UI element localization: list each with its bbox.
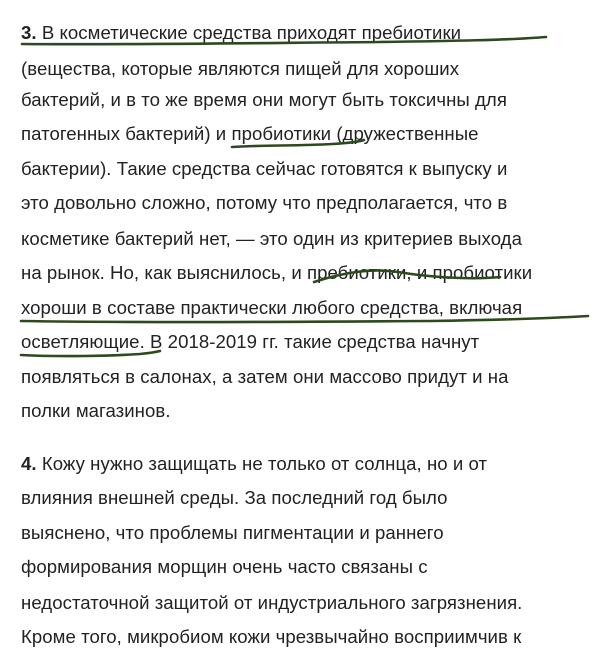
paragraph-4-line-4: формирования морщин очень часто связаны с [21,556,428,577]
paragraph-3-line-2: (вещества, которые являются пищей для хороших [21,58,460,79]
paragraph-4-line-6: Кроме того, микробиом кожи чрезвычайно восприимчив к [21,626,522,647]
paragraph-3-line-5: бактерии). Такие средства сейчас готовятся к выпуску и [21,158,508,179]
paragraph-3-line-8: на рынок. Но, как выяснилось, и пребиотики, и пробиотики [21,262,533,283]
paragraph-3-line-11: появляться в салонах, а затем они массово придут и на [21,366,509,387]
paragraph-3-number: 3. [21,22,37,43]
paragraph-3-line-6: это довольно сложно, потому что предполагается, что в [21,192,508,213]
paragraph-4-line-3: выяснено, что проблемы пигментации и раннего [21,522,444,543]
paragraph-4-number: 4. [21,453,37,474]
paragraph-3-line-9: хороши в составе практически любого средства, включая [21,297,523,318]
paragraph-3-line-7: косметике бактерий нет, — это один из критериев выхода [21,228,522,249]
paragraph-3-line-1 [21,21,461,45]
paragraph-3-line-1-text: В косметические средства приходят пребиотики [36,22,462,43]
paragraph-3-line-10: осветляющие. В 2018-2019 гг. такие средства начнут [21,331,480,352]
paragraph-4-line-1-text: Кожу нужно защищать не только от солнца, но и от [36,453,488,474]
paragraph-3-line-4: патогенных бактерий) и пробиотики (дружественные [21,123,479,144]
paragraph-3-line-3: бактерий, и в то же время они могут быть токсичны для [21,89,507,110]
paragraph-4-line-1 [21,452,487,476]
paragraph-4-line-5: недостаточной защитой от индустриального загрязнения. [21,592,523,613]
paragraph-4-line-2: влияния внешней среды. За последний год было [21,487,448,508]
paragraph-3-line-12: полки магазинов. [21,400,171,421]
